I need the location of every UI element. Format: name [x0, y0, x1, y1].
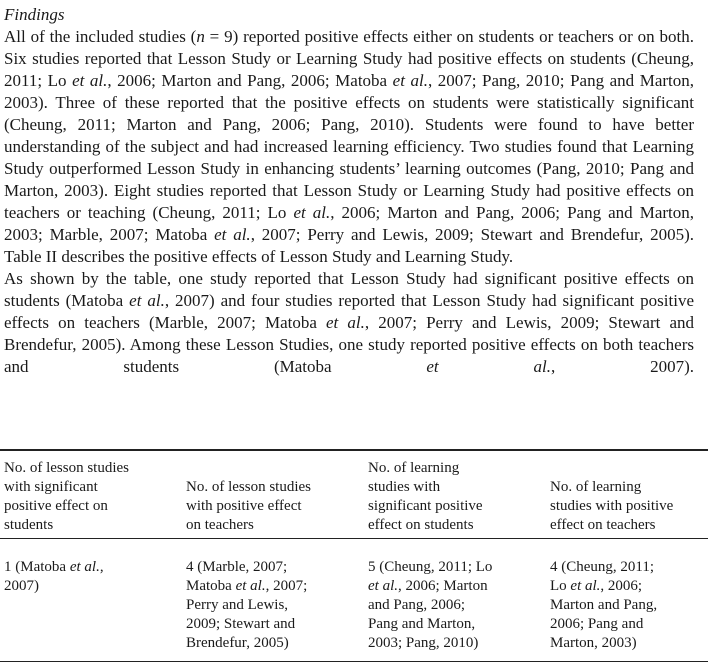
header-line: effect on teachers	[550, 517, 656, 533]
header-line: studies with positive	[550, 498, 674, 514]
paper-page	[4, 4, 694, 378]
italic-text: n	[196, 27, 205, 46]
italic-text: et al.	[129, 291, 165, 310]
text-run: , 2007; Perry and Lewis, 2009; Stewart and Brendefur, 2005). Among these Lesson Studies, one study reported positive effects on both teachers and students (Matoba	[4, 313, 694, 376]
header-line: No. of lesson studies	[4, 460, 129, 476]
header-line: with significant	[4, 479, 98, 495]
cell-line	[368, 634, 538, 653]
table-header-cell	[368, 459, 538, 535]
text-run: ,	[99, 559, 104, 575]
text-run: , 2006; Marton	[398, 578, 488, 594]
italic-text: et al.	[326, 313, 365, 332]
text-run: Lo	[550, 578, 571, 594]
text-run: , 2006; Marton and Pang, 2006; Matoba	[107, 71, 393, 90]
header-line: No. of learning	[368, 460, 460, 476]
cell-line	[186, 615, 356, 634]
text-run: , 2006; Marton and Pang, 2006; Pang and Marton, 2003; Marble, 2007; Matoba	[4, 203, 694, 244]
header-line: effect on students	[368, 517, 474, 533]
text-run: All of the included studies (	[4, 27, 197, 46]
header-line: No. of learning	[550, 479, 642, 495]
text-run: 2007)	[4, 578, 39, 594]
text-run: 1 (Matoba	[4, 559, 70, 575]
text-run: , 2007; Perry and Lewis, 2009; Stewart and Brendefur, 2005). Table II describes the positive effects of Lesson Study and Learning Study.	[4, 225, 694, 266]
paragraph-findings-1	[4, 26, 694, 268]
table-header-cell	[4, 459, 174, 535]
italic-text: et al.	[293, 203, 331, 222]
text-run: 2006; Pang and	[550, 616, 644, 632]
cell-line	[550, 558, 708, 577]
cell-line	[368, 596, 538, 615]
cell-line	[4, 577, 174, 596]
italic-text: et al.	[214, 225, 251, 244]
header-line: No. of lesson studies	[186, 479, 311, 495]
text-run: 5 (Cheung, 2011; Lo	[368, 559, 493, 575]
header-line: positive effect on	[4, 498, 108, 514]
table-header-cell	[550, 478, 708, 535]
cell-line	[368, 615, 538, 634]
cell-line	[550, 577, 708, 596]
text-run: Matoba	[186, 578, 236, 594]
text-run: Marton and Pang,	[550, 597, 658, 613]
cell-line	[550, 596, 708, 615]
table-cell	[186, 558, 356, 653]
text-run: , 2007).	[550, 357, 694, 376]
italic-text: et al.	[235, 578, 266, 594]
cell-line	[368, 577, 538, 596]
table-cell	[550, 558, 708, 653]
text-run: Marton, 2003)	[550, 635, 637, 651]
italic-text: et al.	[69, 559, 100, 575]
text-run: As shown by the table, one study reported that Lesson Study had significant positive effects on students (Matoba	[4, 269, 694, 310]
text-run: , 2007) and four studies reported that Lesson Study had significant positive effects on teachers (Marble, 2007; Matoba	[4, 291, 695, 332]
section-heading: Findings	[4, 5, 65, 24]
italic-text: et al.	[368, 578, 398, 594]
text-run: Brendefur, 2005)	[186, 635, 289, 651]
italic-text: et al.	[570, 578, 601, 594]
text-run: , 2006;	[600, 578, 643, 594]
italic-text: et al.	[392, 71, 428, 90]
text-run: 2009; Stewart and	[186, 616, 296, 632]
cell-line	[550, 634, 708, 653]
text-run: , 2007; Pang, 2010; Pang and Marton, 2003). Three of these reported that the positive effects on students were statistically significant (Cheung, 2011; Marton and Pang, 2006; Pang, 2010). Students were found to have better understanding of the subject and had increased learning efficiency. Two studies found that Learning Study outperformed Lesson Study in enhancing students’ learning outcomes (Pang, 2010; Pang and Marton, 2003). Eight studies reported that Lesson Study or Learning Study had positive effects on teachers or teaching (Cheung, 2011; Lo	[4, 71, 695, 222]
cell-line	[368, 558, 538, 577]
cell-line	[550, 615, 708, 634]
text-run: , 2007;	[265, 578, 308, 594]
text-run: Perry and Lewis,	[186, 597, 289, 613]
cell-line	[186, 634, 356, 653]
table-cell	[368, 558, 538, 653]
cell-line	[186, 577, 356, 596]
cell-line	[4, 558, 174, 577]
text-run: 4 (Marble, 2007;	[186, 559, 288, 575]
table-bottom-rule	[0, 661, 708, 662]
header-line: studies with	[368, 479, 441, 495]
text-run: Pang and Marton,	[368, 616, 476, 632]
table-header-cell	[186, 478, 356, 535]
header-line: significant positive	[368, 498, 483, 514]
cell-line	[186, 558, 356, 577]
cell-line	[186, 596, 356, 615]
italic-text: et al.	[426, 357, 551, 376]
italic-text: et al.	[72, 71, 108, 90]
text-run: 4 (Cheung, 2011;	[550, 559, 655, 575]
table-top-rule	[0, 449, 708, 451]
text-run: and Pang, 2006;	[368, 597, 466, 613]
table-header-rule	[0, 538, 708, 539]
table-cell	[4, 558, 174, 596]
text-run: = 9) reported positive effects either on students or teachers or on both. Six studies reported that Lesson Study or Learning Study had positive effects on students (Cheung, 2011; Lo	[4, 27, 694, 90]
header-line: with positive effect	[186, 498, 302, 514]
header-line: on teachers	[186, 517, 254, 533]
text-run: 2003; Pang, 2010)	[368, 635, 479, 651]
header-line: students	[4, 517, 54, 533]
paragraph-findings-2	[4, 268, 694, 378]
